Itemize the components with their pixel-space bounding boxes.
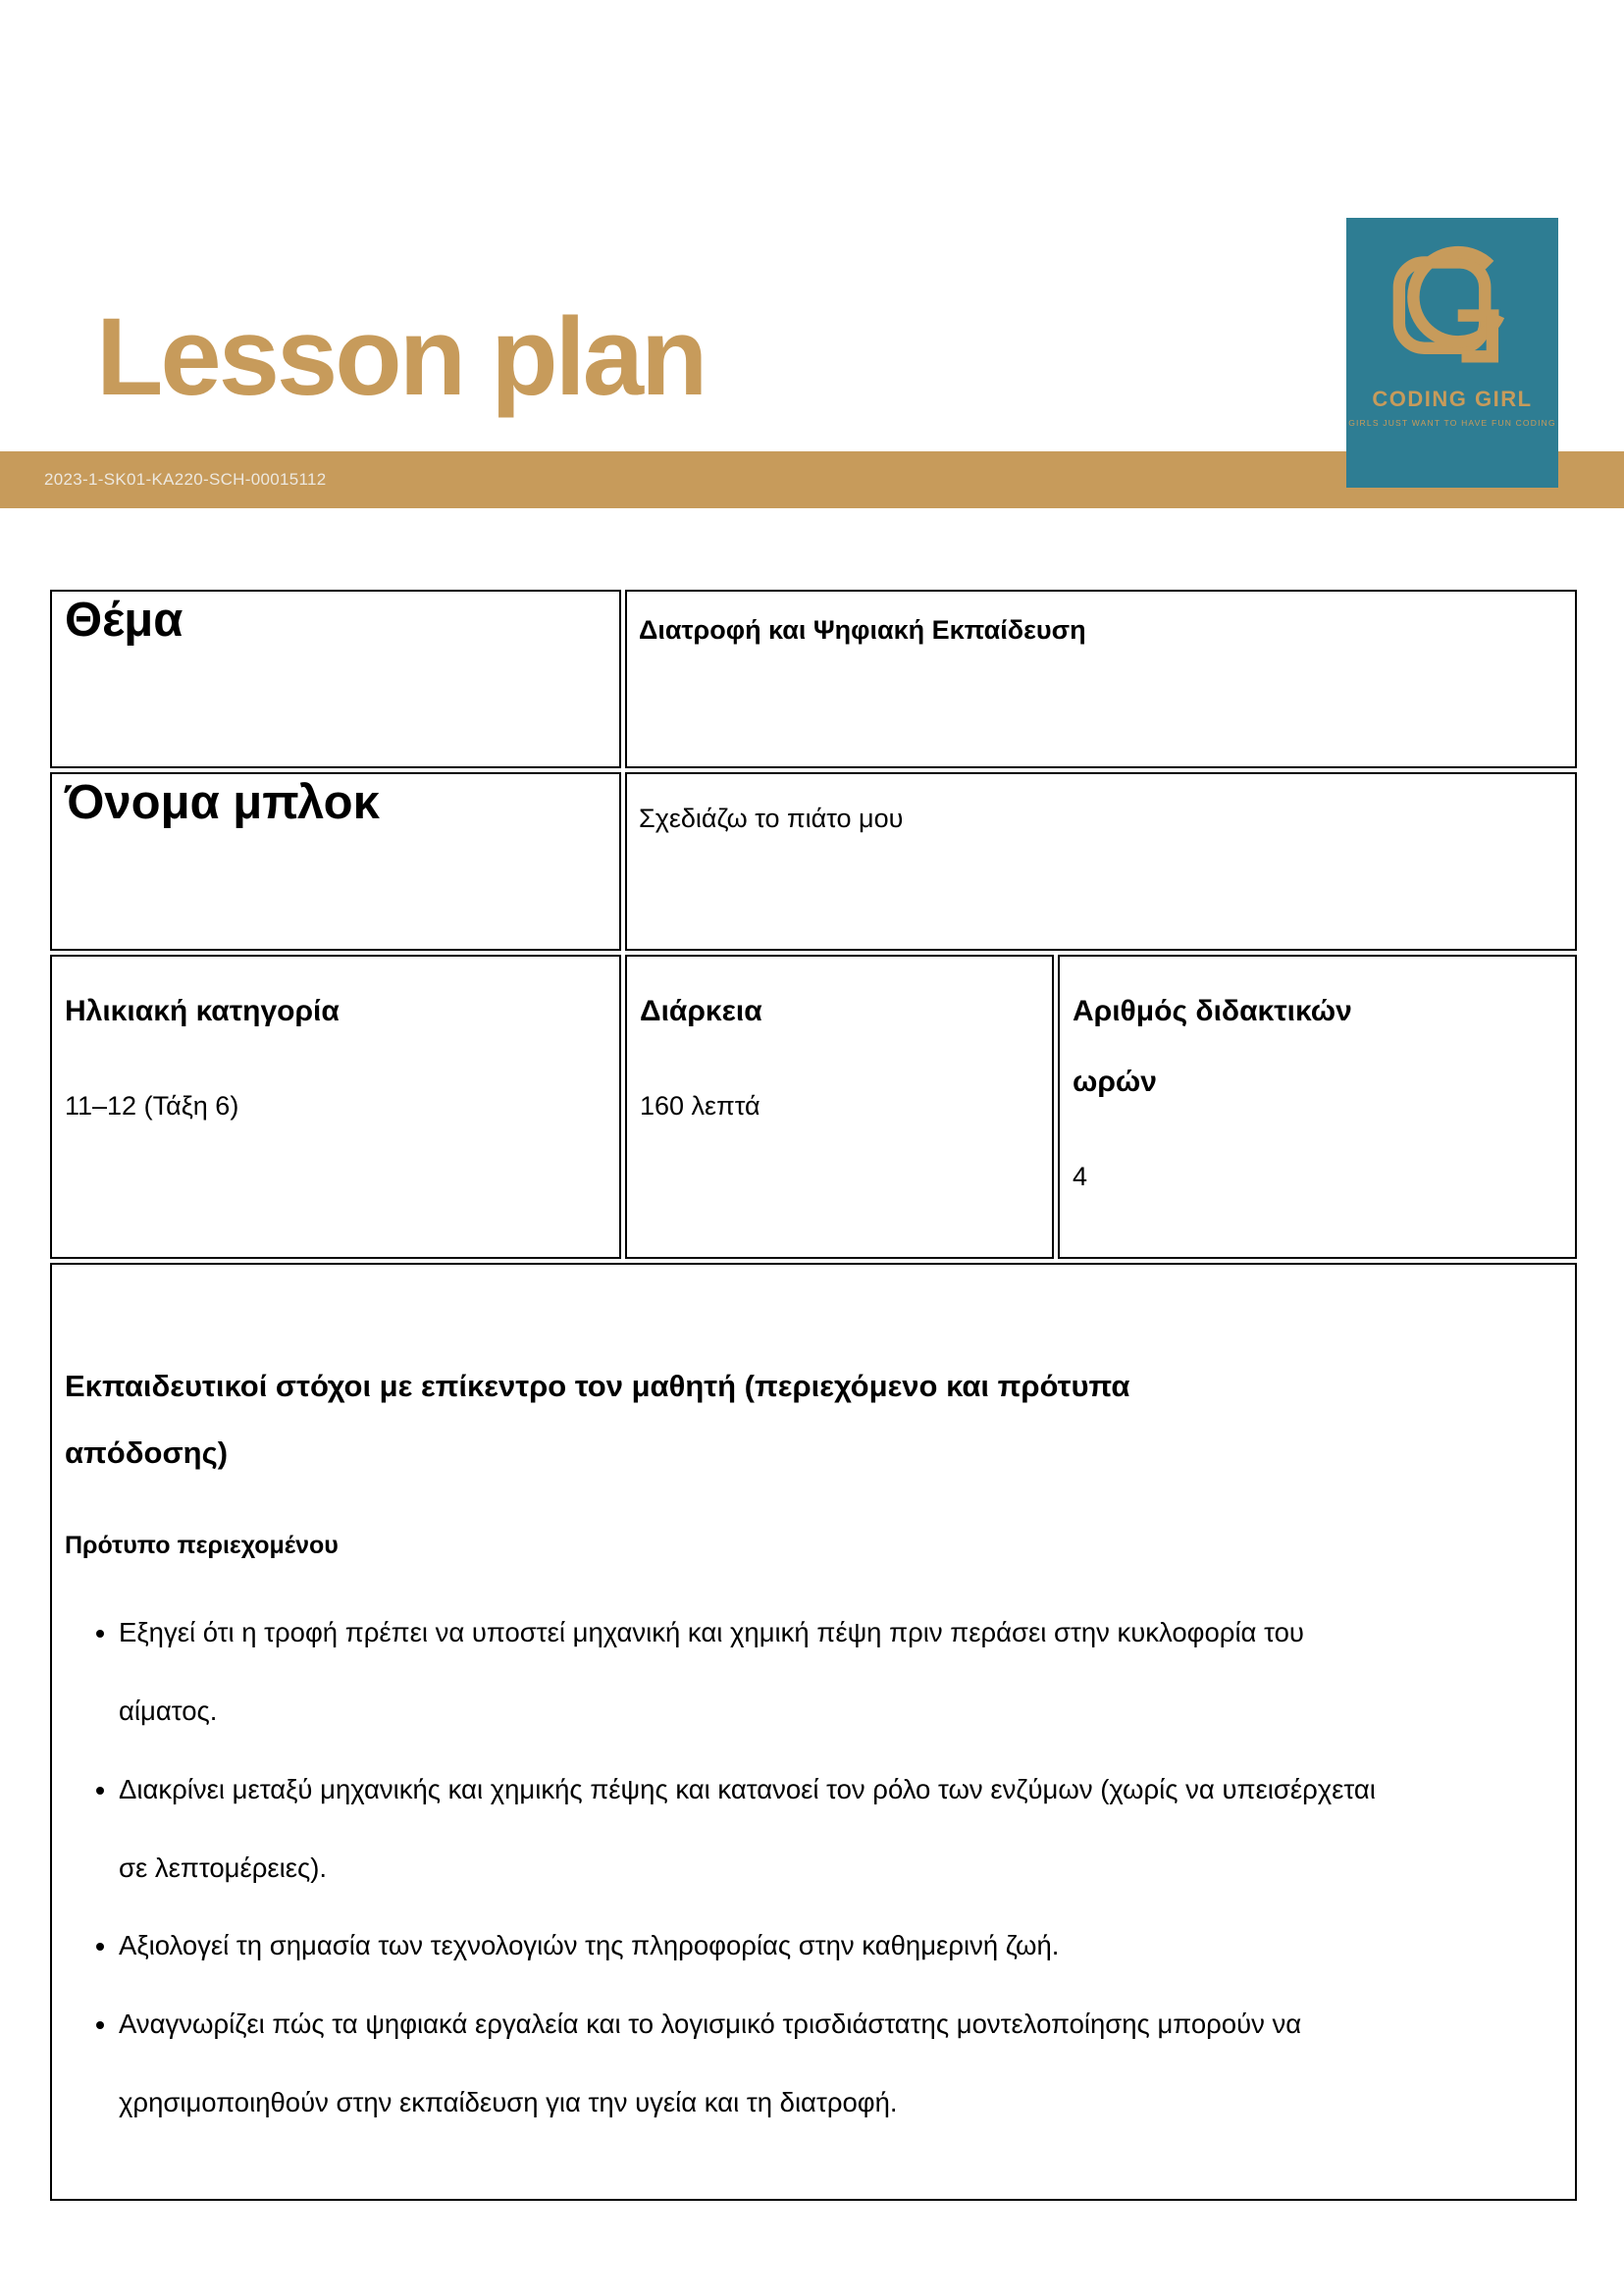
- theme-label-cell: Θέμα: [50, 590, 621, 768]
- row-theme: [50, 590, 1577, 768]
- age-category-header: Ηλικιακή κατηγορία: [65, 995, 340, 1027]
- row-meta: [50, 955, 1577, 1259]
- age-category-value: 11–12 (Τάξη 6): [65, 1091, 239, 1121]
- page-title: Lesson plan: [96, 295, 706, 418]
- logo-tagline: GIRLS JUST WANT TO HAVE FUN CODING: [1348, 418, 1556, 428]
- duration-cell: [625, 955, 1054, 1259]
- teaching-hours-cell: [1058, 955, 1577, 1259]
- block-value-cell: Σχεδιάζω το πιάτο μου: [625, 772, 1577, 951]
- logo-name: CODING GIRL: [1372, 387, 1533, 411]
- duration-header: Διάρκεια: [640, 995, 762, 1027]
- theme-value-cell: Διατροφή και Ψηφιακή Εκπαίδευση: [625, 590, 1577, 768]
- duration-value: 160 λεπτά: [640, 1091, 760, 1121]
- block-label-cell: Όνομα μπλοκ: [50, 772, 621, 951]
- row-goals: [50, 1263, 1577, 2201]
- goal-bullet: • Διακρίνει μεταξύ μηχανικής και χημικής πέψης και κατανοεί τον ρόλο των ενζύμων (χωρίς να υπεισέρχεται σε λεπτομέρειες).: [119, 1750, 1394, 1907]
- goal-bullet: • Εξηγεί ότι η τροφή πρέπει να υποστεί μηχανική και χημική πέψη πριν περάσει στην κυκλοφορία του αίματος.: [119, 1593, 1394, 1750]
- row-block-name: [50, 772, 1577, 951]
- goal-bullet: • Αξιολογεί τη σημασία των τεχνολογιών της πληροφορίας στην καθημερινή ζωή.: [119, 1906, 1394, 1985]
- lesson-info-table: [46, 586, 1581, 2205]
- goals-bullet-list: [65, 1593, 1526, 2141]
- project-code: 2023-1-SK01-KA220-SCH-00015112: [44, 470, 327, 489]
- coding-girl-monogram-icon: [1378, 234, 1527, 381]
- coding-girl-logo: [1346, 218, 1558, 488]
- goals-subheading: Πρότυπο περιεχομένου: [65, 1532, 339, 1560]
- teaching-hours-value: 4: [1073, 1162, 1088, 1191]
- goals-heading: Εκπαιδευτικοί στόχοι με επίκεντρο τον μαθητή (περιεχόμενο και πρότυπα απόδοσης): [65, 1369, 1130, 1471]
- goals-cell: [50, 1263, 1577, 2201]
- goal-bullet: • Αναγνωρίζει πώς τα ψηφιακά εργαλεία και το λογισμικό τρισδιάστατης μοντελοποίησης μπορούν να χρησιμοποιηθούν στην εκπαίδευση για την υγεία και τη διατροφή.: [119, 1985, 1394, 2142]
- teaching-hours-header: Αριθμός διδακτικών ωρών: [1073, 995, 1352, 1098]
- age-category-cell: [50, 955, 621, 1259]
